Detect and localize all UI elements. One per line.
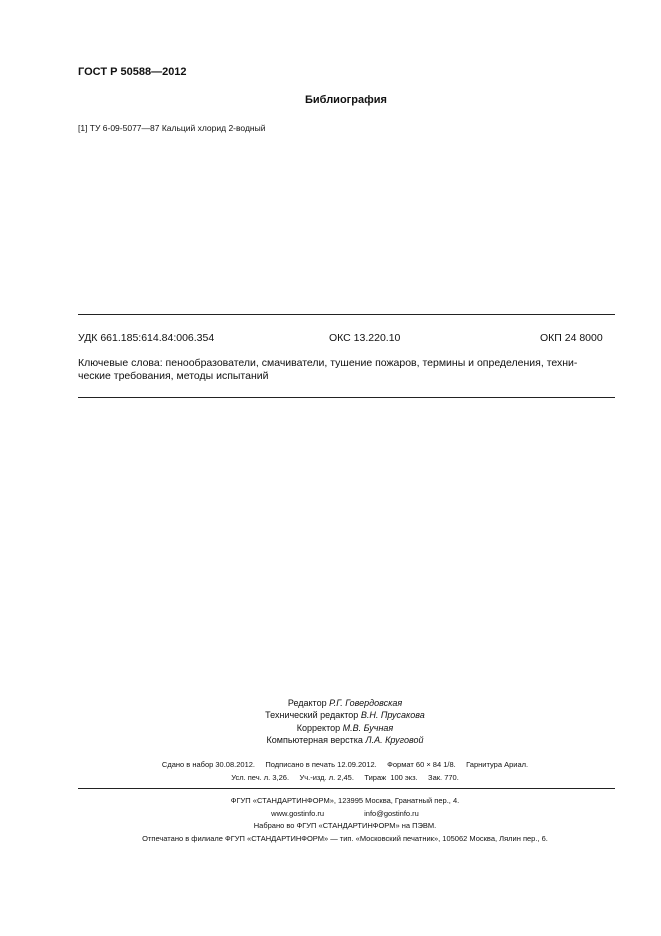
publisher-address: ФГУП «СТАНДАРТИНФОРМ», 123995 Москва, Гранатный пер., 4. [230, 796, 460, 805]
printed-note: Отпечатано в филиале ФГУП «СТАНДАРТИНФОРМ» — тип. «Московский печатник», 105062 Москва, Лялин пер., 6. [142, 834, 548, 843]
credit-editor: Редактор Р.Г. Говердовская [287, 698, 403, 708]
udk-code: УДК 661.185:614.84:006.354 [78, 332, 215, 344]
website-link[interactable]: www.gostinfo.ru [271, 809, 325, 818]
email-link[interactable]: info@gostinfo.ru [364, 809, 419, 818]
typeset-note: Набрано во ФГУП «СТАНДАРТИНФОРМ» на ПЭВМ. [253, 821, 437, 830]
publisher-contacts [0, 809, 661, 818]
imprint-line-2: Усл. печ. л. 3,26. Уч.-изд. л. 2,45. Тираж 100 экз. Зак. 770. [231, 773, 459, 782]
oks-code: ОКС 13.220.10 [329, 332, 401, 344]
okp-code: ОКП 24 8000 [540, 332, 603, 344]
divider [78, 788, 615, 789]
keywords-line-2: ческие требования, методы испытаний [78, 370, 269, 382]
keywords-line-1: Ключевые слова: пенообразователи, смачиватели, тушение пожаров, термины и определения, техни- [78, 357, 578, 369]
credit-tech-editor: Технический редактор В.Н. Прусакова [265, 710, 425, 720]
bibliography-item: [1] ТУ 6-09-5077—87 Кальций хлорид 2-водный [78, 123, 266, 133]
imprint-line-1: Сдано в набор 30.08.2012. Подписано в печать 12.09.2012. Формат 60 × 84 1/8. Гарнитура Ариал. [161, 760, 529, 769]
standard-code: ГОСТ Р 50588—2012 [78, 66, 187, 78]
credit-corrector: Корректор М.В. Бучная [296, 723, 394, 733]
credit-layout: Компьютерная верстка Л.А. Круговой [266, 735, 424, 745]
bibliography-title: Библиография [305, 94, 387, 106]
divider [78, 314, 615, 315]
divider [78, 397, 615, 398]
